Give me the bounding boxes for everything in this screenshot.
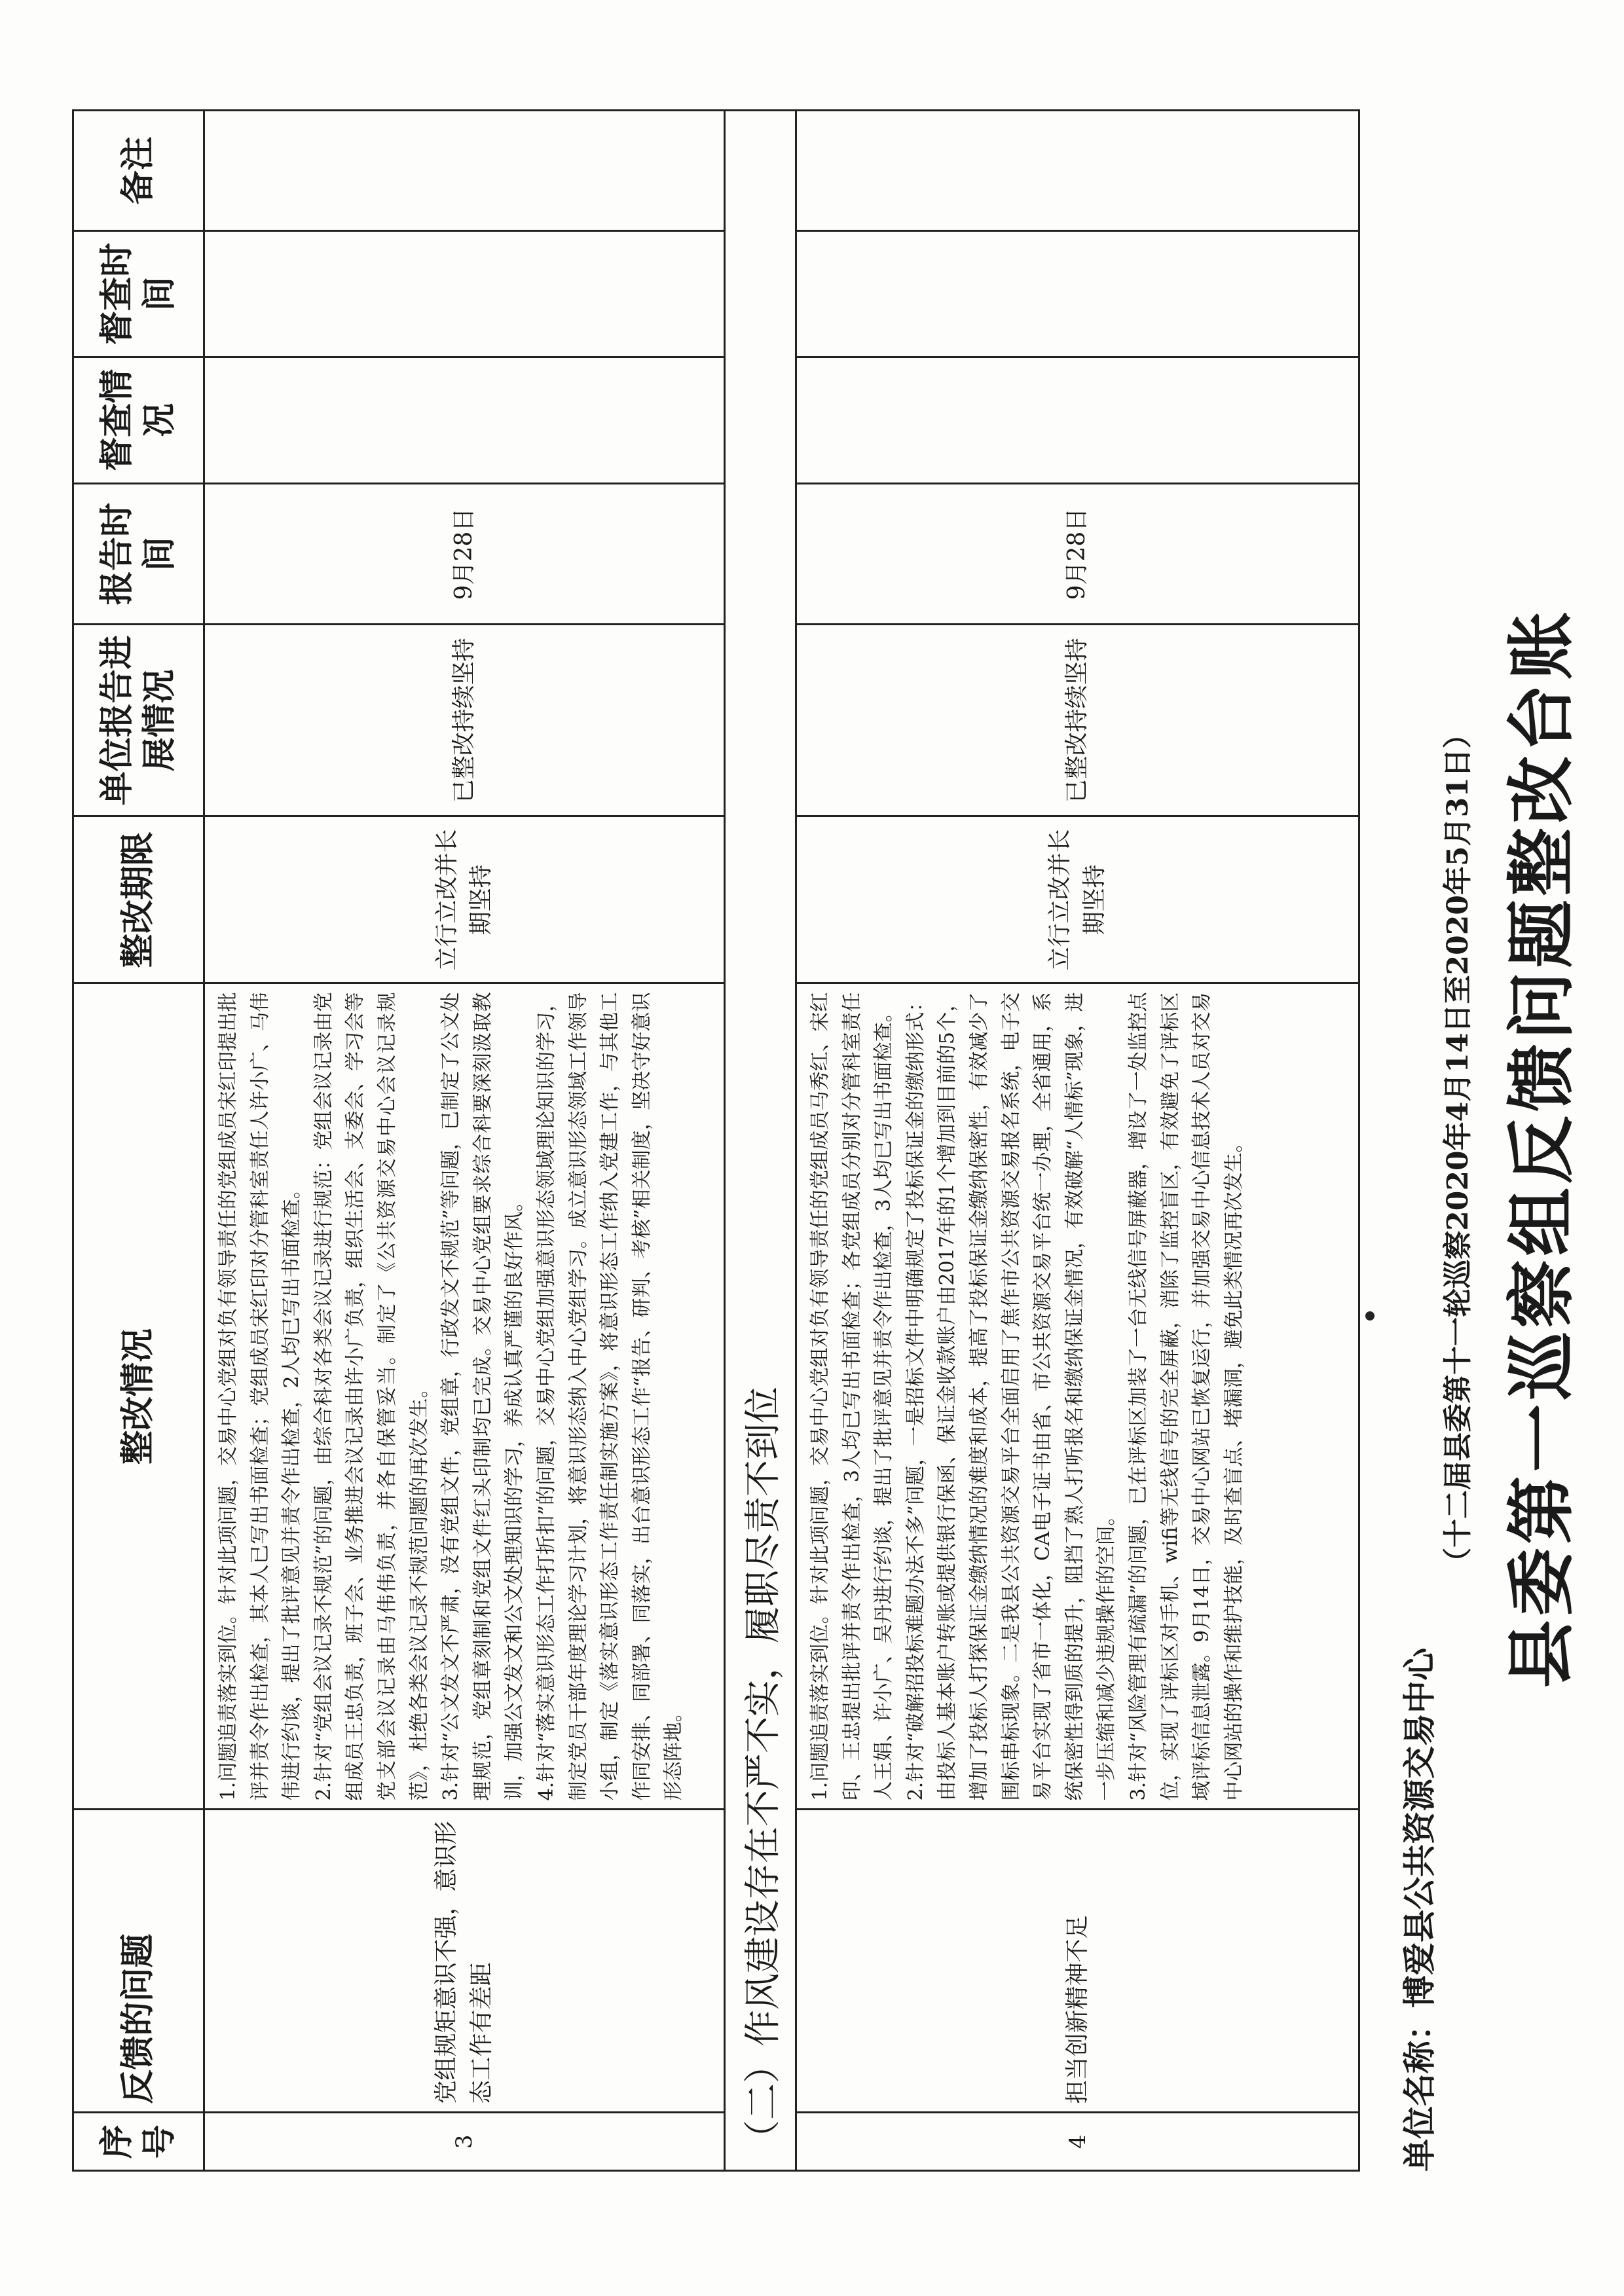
status-item: 1.问题追责落实到位。针对此项问题，交易中心党组对负有领导责任的党组成员宋红印提出批评并责令作出检查，其本人已写出书面检查；党组成员宋红印对分管科室责任人许小广、马伟伟进行约谈，提出了批评意见并责令作出检查，2人均已写出书面检查。 [217, 992, 304, 1801]
status-item: 3.针对“风险管理有疏漏”的问题，已在评标区加装了一台无线信号屏蔽器，增设了一处监控点位，实现了评标区对手机、wifi等无线信号的完全屏蔽，消除了监控盲区，有效避免了评标区域评标信息泄露。9月14日，交易中心网站已恢复运行，并加强交易中心信息技术人员对交易中心网站的操作和维护技能，及时查盲点、堵漏洞，避免此类情况再次发生。 [1126, 992, 1246, 1801]
table-row [204, 111, 725, 2171]
deadline-text: 立行立改并长期坚持 [204, 816, 725, 983]
status-item: 1.问题追责落实到位。针对此项问题，交易中心党组对负有领导责任的党组成员马秀红、宋红印、王忠提出批评并责令作出检查，3人均已写出书面检查；各党组成员分别对分管科室责任人王娟、许小广、吴丹进行约谈，提出了批评意见并责令作出检查，3人均已写出书面检查。 [809, 992, 896, 1801]
report-time-text: 9月28日 [204, 483, 725, 625]
status-text [204, 983, 725, 1810]
inspect-status-text [204, 357, 725, 483]
remarks-text [204, 111, 725, 231]
header-inspect-status: 督查情况 [73, 357, 204, 483]
header-report-time: 报告时间 [73, 483, 204, 625]
report-time-text: 9月28日 [796, 483, 1359, 625]
status-text [796, 983, 1359, 1810]
document-title: 县委第一巡察组反馈问题整改台账 [1501, 608, 1581, 1688]
inspect-time-text [796, 230, 1359, 357]
deadline-text: 立行立改并长期坚持 [796, 816, 1359, 983]
section-header-row [725, 111, 796, 2171]
inspect-status-text [796, 357, 1359, 483]
section-header: （二）作风建设存在不严不实，履职尽责不到位 [725, 111, 796, 2171]
progress-text: 已整改持续坚持 [204, 625, 725, 816]
table-row [796, 111, 1359, 2171]
inspect-time-text [204, 230, 725, 357]
progress-text: 已整改持续坚持 [796, 625, 1359, 816]
status-item: 4.针对“落实意识形态工作打折扣”的问题，交易中心党组加强意识形态领域理论知识的学习，制定党员干部年度理论学习计划，将意识形态纳入中心党组学习。成立意识形态领域工作领导小组，制定《落实意识形态工作责任制实施方案》，将意识形态工作纳入党建工作，与其他工作同安排、同部署、同落实，出台意识形态工作“报告、研判、考核”相关制度，坚决守好意识形态阵地。 [534, 992, 686, 1801]
header-inspect-time: 督查时间 [73, 230, 204, 357]
document-subtitle: （十二届县委第十一轮巡察2020年4月14日至2020年5月31日） [1441, 720, 1475, 1576]
status-item: 3.针对“公文发文不严肃，没有党组文件，党组章，行政发文不规范”等问题，已制定了公文处理规范，党组章刻制和党组文件红头印制均已完成。交易中心党组要求综合科要深刻汲取教训，加强公文发文和公文处理知识的学习，养成认真严谨的良好作风。 [439, 992, 526, 1801]
stray-dot-mark [1365, 1311, 1375, 1321]
table-header-row [73, 111, 204, 2171]
header-status: 整改情况 [73, 983, 204, 1810]
row-number: 4 [796, 2113, 1359, 2171]
header-deadline: 整改期限 [73, 816, 204, 983]
remarks-text [796, 111, 1359, 231]
header-problem: 反馈的问题 [73, 1810, 204, 2113]
header-progress: 单位报告进展情况 [73, 625, 204, 816]
unit-name-label: 单位名称：博爱县公共资源交易中心 [1401, 1648, 1439, 2172]
rectification-ledger-table [72, 109, 1360, 2172]
row-number: 3 [204, 2113, 725, 2171]
header-remarks: 备注 [73, 111, 204, 231]
status-item: 2.针对“破解招投标难题办法不多”问题，一是招标文件中明确规定了投标保证金的缴纳形式：由投标人基本账户转账或提供银行保函、保证金收款账户由2017年的1个增加到目前的5个，增加了投标人打探保证金缴纳情况的难度和成本，提高了投标保证金缴纳保密性，有效减少了围标串标现象。二是我县公共资源交易平台全面启用了焦作市公共资源交易报名系统，电子交易平台实现了省市一体化，CA电子证书由省、市公共资源交易平台统一办理，全省通用，系统保密性得到质的提升，阻挡了熟人打听报名和缴纳保证金情况，有效破解“人情标”现象，进一步压缩和减少违规操作的空间。 [904, 992, 1118, 1801]
problem-text: 党组规矩意识不强，意识形态工作有差距 [204, 1810, 725, 2113]
header-no: 序号 [73, 2113, 204, 2171]
problem-text: 担当创新精神不足 [796, 1810, 1359, 2113]
status-item: 2.针对“党组会议记录不规范”的问题，由综合科对各类会议记录进行规范：党组会议记录由党组成员王忠负责，班子会、业务推进会议记录由许小广负责，组织生活会、支委会、学习会等党支部会议记录由马伟伟负责，并各自保管妥当。制定了《公共资源交易中心会议记录规范》，杜绝各类会议记录不规范问题的再次发生。 [312, 992, 431, 1801]
